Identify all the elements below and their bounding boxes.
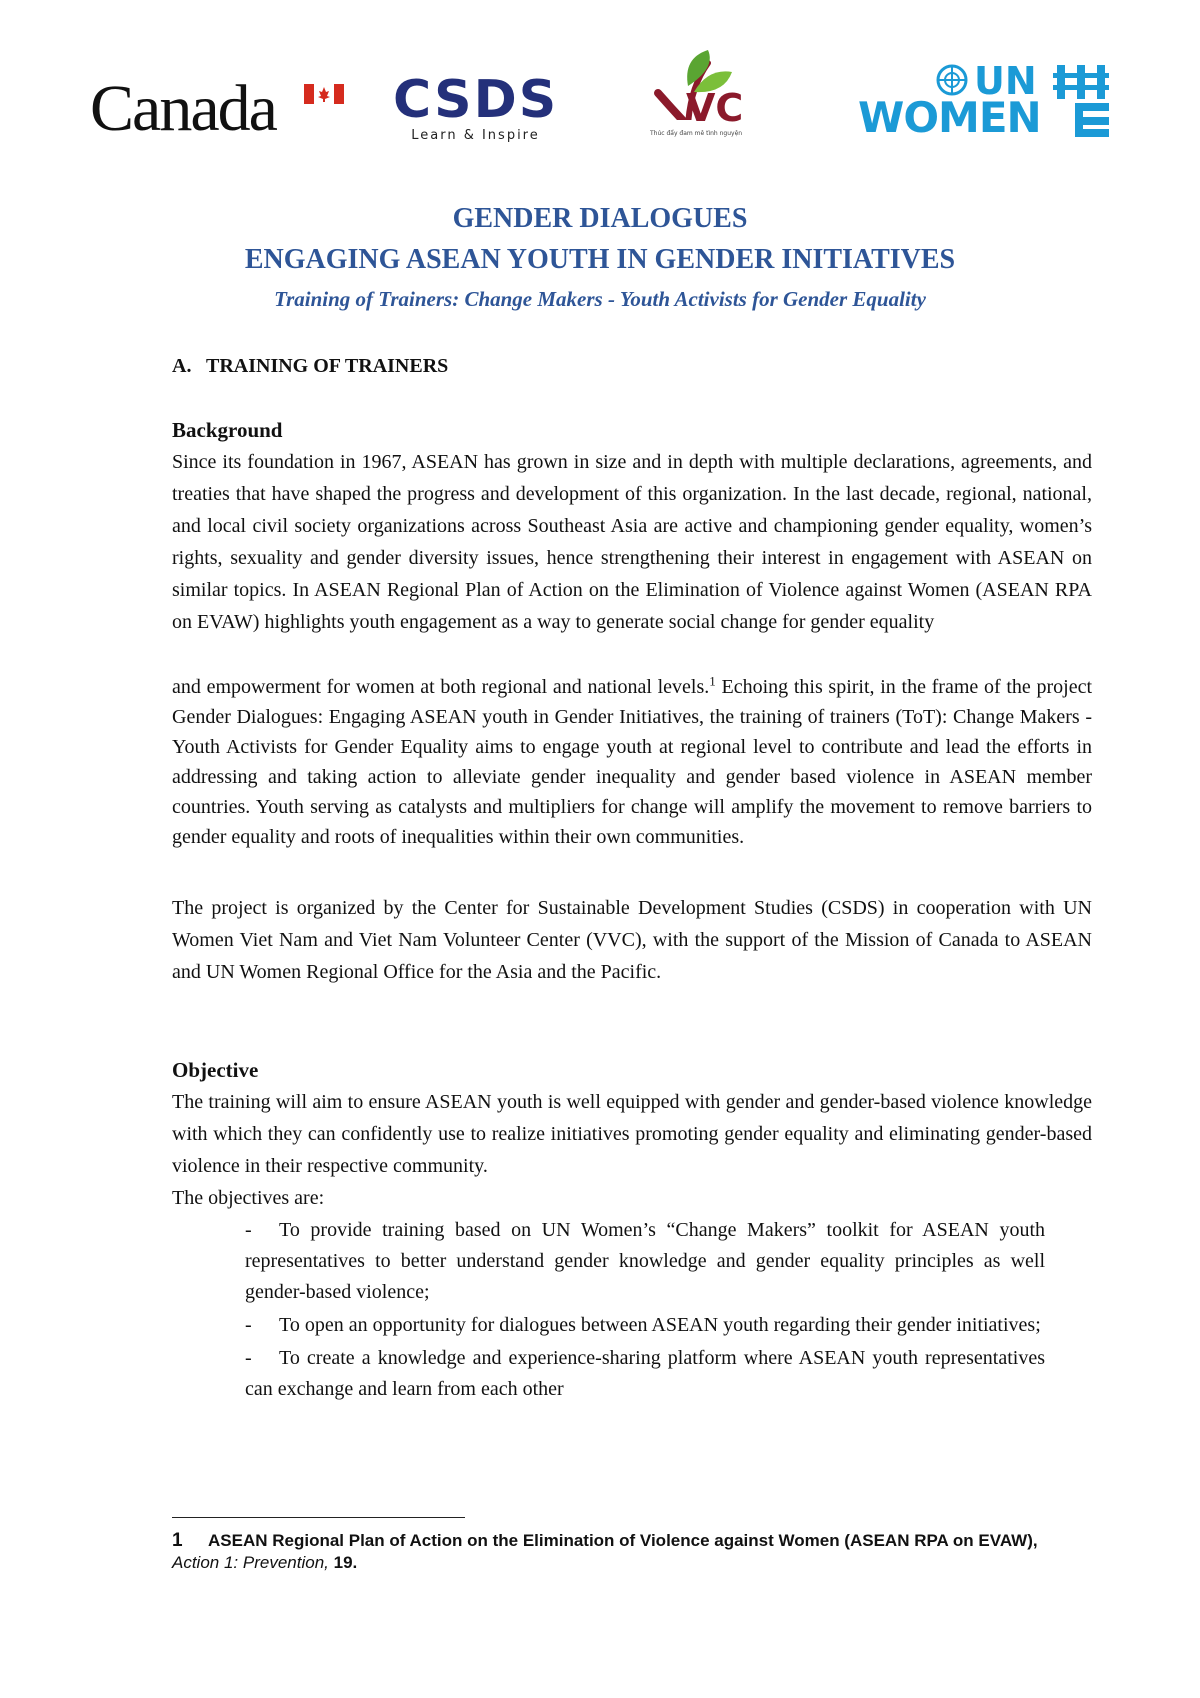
list-item-text: To create a knowledge and experience-sharing platform where ASEAN youth representatives can exchange and learn from each other xyxy=(245,1347,1045,1400)
canada-wordmark: Canada xyxy=(90,72,276,145)
un-emblem-icon xyxy=(936,64,968,96)
footnote-reference[interactable]: 1 xyxy=(709,673,716,689)
bullet-dash: - xyxy=(245,1347,252,1369)
background-paragraph-2: The project is organized by the Center for Sustainable Development Studies (CSDS) in cooperation with UN Women Viet Nam and Viet Nam Volunteer Center (VVC), with the support of the Mission of Canada to ASEAN and UN Women Regional Office for the Asia and the Pacific. xyxy=(172,897,1092,983)
csds-logo xyxy=(393,72,558,144)
section-heading xyxy=(172,350,1092,382)
un-women-equality-icon xyxy=(1053,65,1109,137)
vvc-wordmark: VC xyxy=(686,86,744,130)
un-wordmark: UN xyxy=(974,59,1037,103)
objectives-intro: The objectives are: xyxy=(172,1187,325,1209)
background-paragraph-1: Since its foundation in 1967, ASEAN has grown in size and in depth with multiple declarations, agreements, and treaties that have shaped the progress and development of this organization. In the last decade, regional, national, and local civil society organizations across Southeast Asia are active and championing gender equality, women’s rights, sexuality and gender diversity issues, hence strengthening their interest in engagement with ASEAN on similar topics. In ASEAN Regional Plan of Action on the Elimination of Violence against Women (ASEAN RPA on EVAW) highlights youth engagement as a way to generate social change for gender equality xyxy=(172,451,1092,633)
background-paragraph-1-continued xyxy=(172,672,1092,852)
section-letter: A. xyxy=(172,355,192,377)
document-subtitle: Training of Trainers: Change Makers - Youth Activists for Gender Equality xyxy=(274,287,926,311)
footnote-page: 19. xyxy=(333,1553,358,1572)
section-title: TRAINING OF TRAINERS xyxy=(206,355,449,377)
footnote-number: 1 xyxy=(172,1530,183,1551)
canada-flag-icon xyxy=(304,84,344,104)
list-item xyxy=(245,1310,1045,1341)
list-item xyxy=(245,1343,1045,1405)
para-text-start: and empowerment for women at both regional and national levels. xyxy=(172,676,710,698)
vvc-logo xyxy=(628,48,763,143)
footnote-action: Action 1: Prevention, xyxy=(172,1553,329,1572)
objectives-list xyxy=(245,1215,1045,1407)
bullet-dash: - xyxy=(245,1314,252,1336)
footnote-title: ASEAN Regional Plan of Action on the Elimination of Violence against Women (ASEAN RPA on EVAW), xyxy=(208,1531,1038,1550)
csds-wordmark: CSDS xyxy=(393,70,559,130)
document-title: GENDER DIALOGUES xyxy=(452,203,748,234)
vvc-tagline: Thúc đẩy đam mê tình nguyện xyxy=(650,130,743,137)
footnote xyxy=(172,1530,1072,1574)
footnote-divider xyxy=(172,1517,465,1518)
women-wordmark: WOMEN xyxy=(858,93,1041,142)
un-women-logo xyxy=(858,59,1113,142)
background-heading: Background xyxy=(172,418,283,442)
objective-paragraph: The training will aim to ensure ASEAN youth is well equipped with gender and gender-based violence knowledge with which they can confidently use to realize initiatives promoting gender equality and eliminating gender-based violence in their respective community. xyxy=(172,1091,1092,1177)
canada-logo xyxy=(90,72,330,145)
csds-tagline: Learn & Inspire xyxy=(411,128,540,143)
document-title-line2: ENGAGING ASEAN YOUTH IN GENDER INITIATIVES xyxy=(244,244,956,275)
list-item-text: To open an opportunity for dialogues between ASEAN youth regarding their gender initiatives; xyxy=(279,1314,1041,1336)
para-text-rest: Echoing this spirit, in the frame of the project Gender Dialogues: Engaging ASEAN youth in Gender Initiatives, the training of trainers (ToT): Change Makers - Youth Activists for Gender Equality aims to engage youth at regional level to contribute and lead the efforts in addressing and taking action to alleviate gender inequality and gender based violence in ASEAN member countries. Youth serving as catalysts and multipliers for change will amplify the movement to remove barriers to gender equality and roots of inequalities within their own communities. xyxy=(172,676,1093,848)
bullet-dash: - xyxy=(245,1219,252,1241)
list-item-text: To provide training based on UN Women’s “Change Makers” toolkit for ASEAN youth representatives to better understand gender knowledge and gender equality principles as well gender-based violence; xyxy=(245,1219,1045,1303)
list-item xyxy=(245,1215,1045,1308)
objective-heading: Objective xyxy=(172,1058,259,1082)
